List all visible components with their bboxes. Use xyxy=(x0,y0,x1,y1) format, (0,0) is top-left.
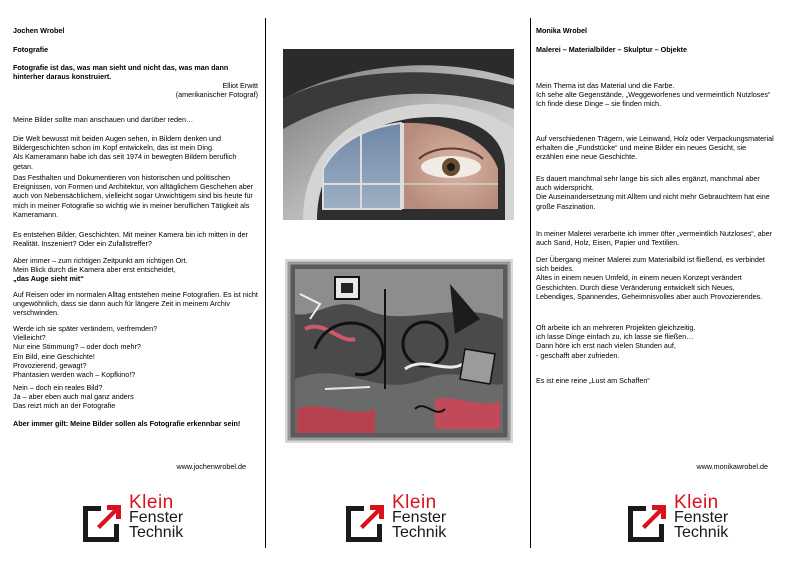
klein-fenster-technik-logo-right xyxy=(626,494,766,546)
quote-role: (amerikanischer Fotograf) xyxy=(175,90,258,99)
right-paragraph-5: Der Übergang meiner Malerei zum Materialbild ist fließend, es verbindet sich beides. Altes in einem neuen Umfeld, in einem neuen Konzept verändert Geschichten. Durch diese Veränderung entwickelt sich Neues, Lebendiges, Spannendes, Geheimnisvolles aber auch Provozierendes. xyxy=(536,255,765,301)
right-paragraph-2: Auf verschiedenen Trägern, wie Leinwand, Holz oder Verpackungsmaterial erhalten die „Fundstücke“ und meine Bilder ein neues Gesicht, sie erzählen eine neue Geschichte. xyxy=(536,134,774,162)
right-website-link[interactable]: www.monikawrobel.de xyxy=(696,462,768,471)
column-divider-left xyxy=(265,18,266,548)
logo-word-klein: Klein xyxy=(392,492,437,513)
left-paragraph-6: Auf Reisen oder im normalen Alltag entstehen meine Fotografien. Es ist nicht ungewöhnlich, dass sie dann auch für längere Zeit in meinem Archiv verschwinden. xyxy=(13,290,258,318)
logo-mark-icon xyxy=(626,498,668,542)
left-column xyxy=(13,0,258,565)
left-paragraph-4: Es entstehen Bilder, Geschichten. Mit meiner Kamera bin ich mitten in der Realität. Inszeniert? Oder ein Zufallstreffer? xyxy=(13,230,248,249)
logo-word-fenster: Fenster xyxy=(674,509,729,526)
right-paragraph-6: Oft arbeite ich an mehreren Projekten gleichzeitig, ich lasse Dinge einfach zu, ich lasse sie fließen… Dann höre ich erst nach vielen Stunden auf, - geschafft aber zufrieden. xyxy=(536,323,696,360)
right-paragraph-1: Mein Thema ist das Material und die Farbe. Ich sehe alte Gegenstände, „Weggeworfenes und vermeintlich Nutzloses“ Ich finde diese Dinge – sie finden mich. xyxy=(536,81,771,109)
logo-word-fenster: Fenster xyxy=(392,509,447,526)
quote-author: Elliot Erwitt xyxy=(222,81,258,90)
eye-window-photo xyxy=(283,49,514,220)
left-website-link[interactable]: www.jochenwrobel.de xyxy=(176,462,246,471)
left-paragraph-2: Die Welt bewusst mit beiden Augen sehen, in Bildern denken und Bildergeschichten schon im Kopf entwickeln, das ist mein Ding. Als Kameramann habe ich das seit 1974 in bewegten Bildern beruflich getan. xyxy=(13,134,237,171)
logo-word-technik: Technik xyxy=(129,524,184,541)
column-divider-right xyxy=(530,18,531,548)
logo-word-technik: Technik xyxy=(674,524,729,541)
logo-word-fenster: Fenster xyxy=(129,509,184,526)
logo-word-technik: Technik xyxy=(392,524,447,541)
left-author: Jochen Wrobel xyxy=(13,26,65,35)
left-quote: Fotografie ist das, was man sieht und nicht das, was man dann hinterher daraus konstruiert. xyxy=(13,63,229,82)
right-paragraph-3: Es dauert manchmal sehr lange bis sich alles ergänzt, manchmal aber auch widerspricht. Die Auseinandersetzung mit Alltem und nicht mehr Gebrauchtem hat eine große Faszination. xyxy=(536,174,770,211)
middle-column xyxy=(268,0,524,565)
right-paragraph-7: Es ist eine reine „Lust am Schaffen“ xyxy=(536,376,650,385)
logo-word-klein: Klein xyxy=(129,492,174,513)
logo-mark-icon xyxy=(81,498,123,542)
right-heading: Malerei – Materialbilder – Skulptur – Objekte xyxy=(536,45,687,54)
left-paragraph-3: Das Festhalten und Dokumentieren von historischen und politischen Ereignissen, von Formen und Architektur, von alltäglichem Geschehen aber auch von Nebensächlichem, vielleicht sogar Unwichtigem sind bis heute für mich in meiner Fotografie so wichtig wie in meiner beruflichen Tätigkeit als Kameramann. xyxy=(13,173,254,219)
logo-mark-icon xyxy=(344,498,386,542)
left-closing-statement: Aber immer gilt: Meine Bilder sollen als Fotografie erkennbar sein! xyxy=(13,419,241,428)
left-paragraph-7: Werde ich sie später verändern, verfremden? Vielleicht? Nur eine Stimmung? – oder doch mehr? Ein Bild, eine Geschichte! Provozierend, gewagt? Phantasien werden wach – Kopfkino!? xyxy=(13,324,158,380)
left-heading: Fotografie xyxy=(13,45,49,54)
right-author: Monika Wrobel xyxy=(536,26,587,35)
logo-word-klein: Klein xyxy=(674,492,719,513)
left-paragraph-5: Aber immer – zum richtigen Zeitpunkt am richtigen Ort. Mein Blick durch die Kamera aber erst entscheidet, xyxy=(13,256,188,275)
klein-fenster-technik-logo-middle xyxy=(344,494,484,546)
left-paragraph-5-emphasis: „das Auge sieht mit“ xyxy=(13,274,84,283)
left-paragraph-8: Nein – doch ein reales Bild? Ja – aber eben auch mal ganz anders Das reizt mich an der Fotografie xyxy=(13,383,134,411)
right-column xyxy=(536,0,774,565)
klein-fenster-technik-logo xyxy=(81,494,221,546)
abstract-material-painting xyxy=(285,259,513,443)
right-paragraph-4: In meiner Malerei verarbeite ich immer öfter „vermeintlich Nutzloses“, aber auch Sand, Holz, Eisen, Papier und Textilien. xyxy=(536,229,773,248)
left-paragraph-1: Meine Bilder sollte man anschauen und darüber reden… xyxy=(13,115,194,124)
